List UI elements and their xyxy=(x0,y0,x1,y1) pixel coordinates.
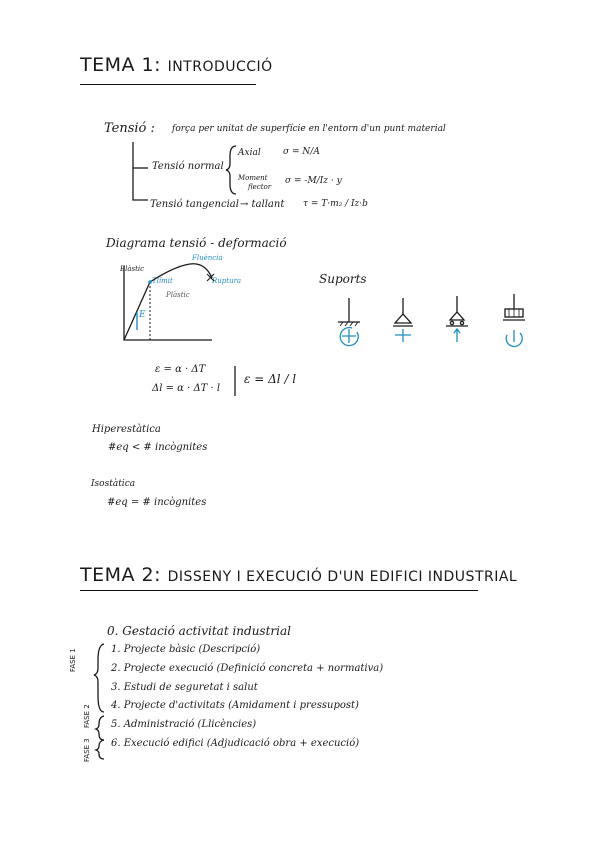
e-mark: E xyxy=(139,310,146,320)
item-2: 2. Projecte execució (Definició concreta + normativa) xyxy=(111,663,384,674)
fase-1-label: FASE 1 xyxy=(69,648,77,672)
item-3: 3. Estudi de seguretat i salut xyxy=(111,682,258,693)
tallant-label: → tallant xyxy=(240,199,285,210)
fase-braces xyxy=(94,644,104,759)
tensio-label: Tensió : xyxy=(104,121,155,136)
formula-epsilon-2: ε = Δl / l xyxy=(244,372,297,386)
formula-delta-l: Δl = α · ΔT · l xyxy=(152,383,221,394)
item-6: 6. Execució edifici (Adjudicació obra + execució) xyxy=(111,738,360,749)
stress-strain-chart xyxy=(124,264,214,340)
tema1-title-main: TEMA 1: xyxy=(80,54,162,76)
suports-title: Suports xyxy=(319,272,367,286)
moment-label-1: Moment xyxy=(238,174,268,182)
hiperestatica-label: Hiperestàtica xyxy=(92,424,161,435)
tensio-tree xyxy=(133,142,236,200)
axial-formula: σ = N/A xyxy=(283,147,320,157)
elastic-label: Elàstic xyxy=(120,265,145,273)
item-4: 4. Projecte d'activitats (Amidament i pressupost) xyxy=(111,700,359,711)
limit-point xyxy=(148,280,152,284)
moment-formula: σ = -M/Iz · y xyxy=(285,176,342,186)
fase-3-label: FASE 3 xyxy=(83,738,91,762)
support-roller-icon xyxy=(446,296,468,342)
support-fixed-icon xyxy=(338,298,360,346)
fase-2-label: FASE 2 xyxy=(83,704,91,728)
tema2-title-sub: DISSENY I EXECUCIÓ D'UN EDIFICI INDUSTRIAL xyxy=(167,569,518,585)
tensio-normal: Tensió normal xyxy=(152,161,224,172)
fase-2-brace xyxy=(96,716,104,740)
support-slider-icon xyxy=(503,294,525,347)
tensio-definition: força per unitat de superfície en l'entorn d'un punt material xyxy=(172,124,446,134)
ruptura-label: Ruptura xyxy=(212,277,242,285)
item-0: 0. Gestació activitat industrial xyxy=(107,624,291,638)
axial-label: Axial xyxy=(238,148,261,158)
isostatica-relation: #eq = # incògnites xyxy=(107,497,207,508)
item-5: 5. Administració (Llicències) xyxy=(111,719,257,730)
plastic-label: Plàstic xyxy=(166,291,190,299)
fase-1-brace xyxy=(94,644,104,712)
diagrama-title: Diagrama tensió - deformació xyxy=(106,236,287,250)
moment-label-2: flector xyxy=(248,183,272,191)
tensio-tangencial: Tensió tangencial xyxy=(150,199,239,210)
formula-epsilon: ε = α · ΔT xyxy=(155,364,206,375)
tema2-title-main: TEMA 2: xyxy=(80,564,162,586)
support-icons xyxy=(338,294,525,347)
fluencia-label: Fluència xyxy=(192,254,223,262)
tlimit-label: Tlímit xyxy=(152,277,173,285)
support-pinned-icon xyxy=(393,298,413,342)
item-1: 1. Projecte bàsic (Descripció) xyxy=(111,644,261,655)
hiperestatica-relation: #eq < # incògnites xyxy=(108,442,208,453)
isostatica-label: Isostàtica xyxy=(91,479,136,489)
fase-3-brace xyxy=(96,740,104,759)
tema1-title-sub: INTRODUCCIÓ xyxy=(167,59,273,75)
tau-formula: τ = T·m₂ / Iz·b xyxy=(303,199,368,209)
